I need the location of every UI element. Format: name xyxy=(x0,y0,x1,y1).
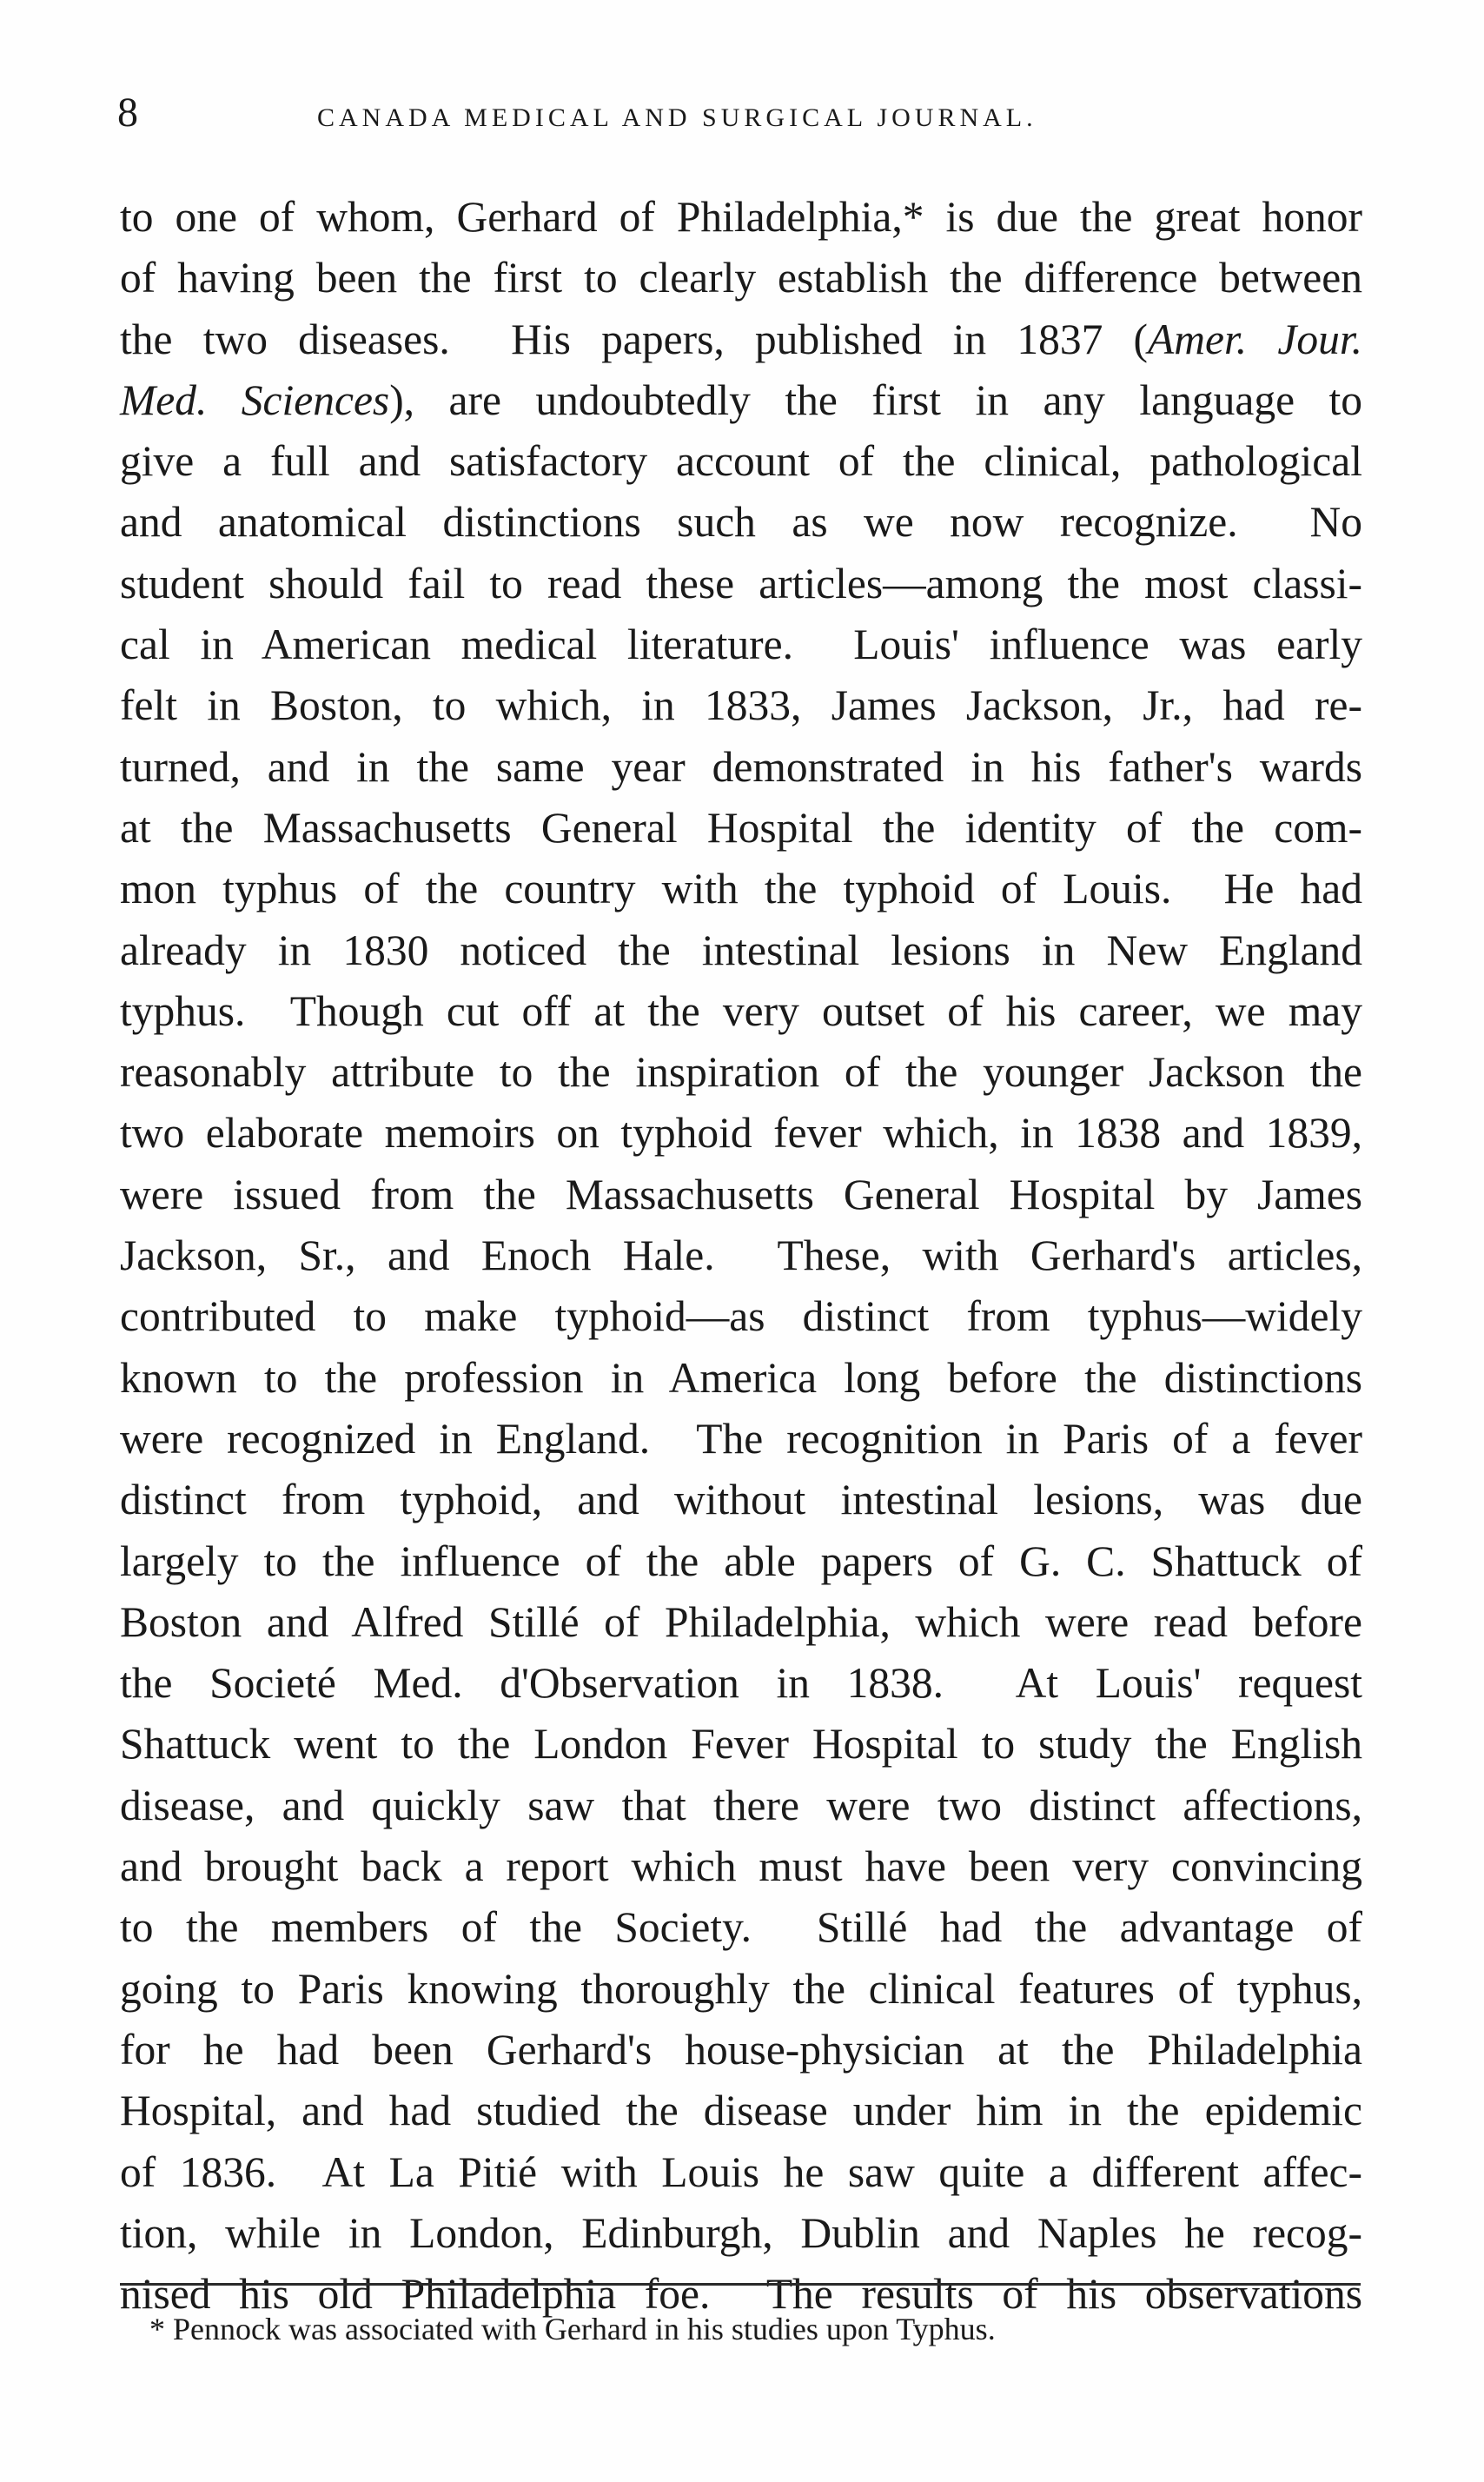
text-line: going to Paris knowing thoroughly the clinical features of typhus, xyxy=(120,1964,1362,2013)
text-line: cal in American medical literature. Louis' influence was early xyxy=(120,620,1362,669)
text-line: Boston and Alfred Stillé of Philadelphia, which were read before xyxy=(120,1597,1362,1646)
text-line: for he had been Gerhard's house-physician at the Philadelphia xyxy=(120,2025,1362,2074)
text-line: typhus. Though cut off at the very outset of his career, we may xyxy=(120,986,1362,1035)
text-line: to the members of the Society. Stillé had the advantage of xyxy=(120,1903,1362,1952)
text-line: of 1836. At La Pitié with Louis he saw quite a different affec- xyxy=(120,2147,1362,2196)
text-line: known to the profession in America long before the distinctions xyxy=(120,1353,1362,1402)
text-line: distinct from typhoid, and without intestinal lesions, was due xyxy=(120,1476,1362,1524)
text-line: the Societé Med. d'Observation in 1838. At Louis' request xyxy=(120,1659,1362,1708)
text-line: disease, and quickly saw that there were two distinct affections, xyxy=(120,1781,1362,1829)
text-line: contributed to make typhoid—as distinct from typhus—widely xyxy=(120,1292,1362,1341)
text-line: two elaborate memoirs on typhoid fever which, in 1838 and 1839, xyxy=(120,1109,1362,1158)
text-line: to one of whom, Gerhard of Philadelphia,* is due the great honor xyxy=(120,193,1362,241)
italic-citation: Amer. Jour. xyxy=(1148,315,1362,363)
text-line: at the Massachusetts General Hospital the identity of the com- xyxy=(120,803,1362,852)
text-line xyxy=(120,370,1362,431)
text-line: student should fail to read these articles—among the most classi- xyxy=(120,559,1362,607)
text-line: turned, and in the same year demonstrated in his father's wards xyxy=(120,742,1362,791)
text-line: Shattuck went to the London Fever Hospital to study the English xyxy=(120,1720,1362,1769)
text-line: give a full and satisfactory account of the clinical, pathological xyxy=(120,437,1362,486)
text-line: Jackson, Sr., and Enoch Hale. These, with Gerhard's articles, xyxy=(120,1231,1362,1280)
page-number: 8 xyxy=(117,90,138,136)
body-text xyxy=(120,187,1362,2325)
text-line: and anatomical distinctions such as we now recognize. No xyxy=(120,498,1362,547)
text-line: and brought back a report which must have been very convincing xyxy=(120,1842,1362,1891)
text-line: were recognized in England. The recognition in Paris of a fever xyxy=(120,1414,1362,1463)
text-run: ), are undoubtedly the first in any language to xyxy=(389,375,1363,424)
journal-title: CANADA MEDICAL AND SURGICAL JOURNAL. xyxy=(317,103,1037,132)
text-line: tion, while in London, Edinburgh, Dublin and Naples he recog- xyxy=(120,2208,1362,2257)
text-line: were issued from the Massachusetts General Hospital by James xyxy=(120,1170,1362,1218)
footnote: * Pennock was associated with Gerhard in his studies upon Typhus. xyxy=(149,2312,996,2346)
text-line: nised his old Philadelphia foe. The results of his observations xyxy=(120,2270,1362,2319)
text-line: reasonably attribute to the inspiration of the younger Jackson the xyxy=(120,1048,1362,1097)
text-run: the two diseases. His papers, published in 1837 ( xyxy=(120,315,1149,363)
text-line: felt in Boston, to which, in 1833, James Jackson, Jr., had re- xyxy=(120,681,1362,730)
text-line: of having been the first to clearly establish the difference between xyxy=(120,254,1362,302)
footnote-divider xyxy=(120,2283,1361,2286)
text-line xyxy=(120,309,1362,370)
text-line: mon typhus of the country with the typhoid of Louis. He had xyxy=(120,865,1362,913)
text-line: Hospital, and had studied the disease under him in the epidemic xyxy=(120,2087,1362,2135)
italic-citation: Med. Sciences xyxy=(120,375,390,424)
running-head xyxy=(117,87,1368,139)
text-line: already in 1830 noticed the intestinal lesions in New England xyxy=(120,926,1362,974)
text-line: largely to the influence of the able papers of G. C. Shattuck of xyxy=(120,1536,1362,1585)
